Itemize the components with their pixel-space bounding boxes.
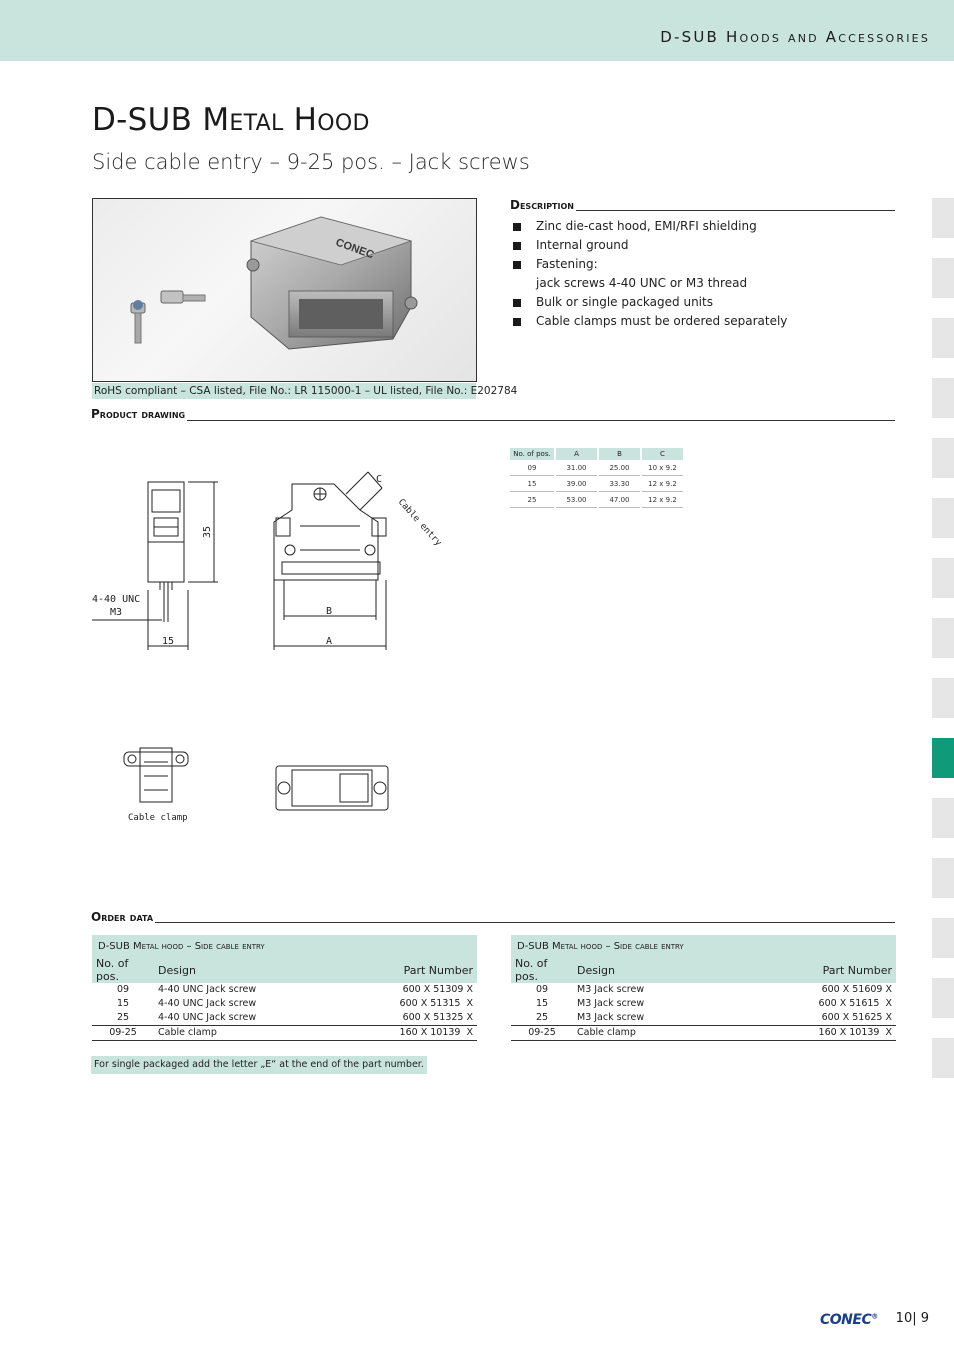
thread-label-1: 4-40 UNC: [92, 594, 141, 605]
side-tab[interactable]: [932, 378, 954, 418]
order-table-header: No. of pos. Design Part Number: [92, 957, 477, 983]
product-photo: [92, 198, 477, 382]
side-view-drawing: [92, 482, 218, 650]
dim-b-label: B: [326, 606, 333, 617]
order-table-row: 09-25 Cable clamp 160 X 10139 X: [92, 1026, 477, 1041]
thread-label-2: M3: [110, 607, 123, 618]
page-subtitle: Side cable entry – 9-25 pos. – Jack screws: [92, 150, 530, 174]
dimension-table-row: 15 39.00 33.30 12 x 9.2: [510, 476, 684, 492]
bullet-icon: [513, 261, 521, 269]
side-tab[interactable]: [932, 978, 954, 1018]
order-table-row: 15 M3 Jack screw 600 X 51615 X: [535, 998, 892, 1009]
description-item: Fastening:: [512, 255, 892, 274]
dimension-table-header: No. of pos. A B C: [510, 448, 684, 460]
side-tab[interactable]: [932, 918, 954, 958]
side-tab[interactable]: [932, 318, 954, 358]
order-table-row: 09 M3 Jack screw 600 X 51609 X: [535, 984, 892, 995]
order-data-rule: [92, 922, 895, 923]
dimension-table-row: 25 53.00 47.00 12 x 9.2: [510, 492, 684, 508]
description-item: Zinc die-cast hood, EMI/RFI shielding: [512, 217, 892, 236]
cable-clamp-label: Cable clamp: [128, 813, 188, 823]
side-tab[interactable]: [932, 618, 954, 658]
side-tab[interactable]: [932, 858, 954, 898]
description-item: Bulk or single packaged units: [512, 293, 892, 312]
cable-clamp-drawing: [124, 748, 188, 802]
side-tab[interactable]: [932, 1038, 954, 1078]
header-title: D-SUB Hoods and Accessories: [660, 28, 930, 46]
photo-brand-mark: CONEC: [333, 236, 376, 262]
order-table-row: 15 4-40 UNC Jack screw 600 X 51315 X: [116, 998, 473, 1009]
side-tab[interactable]: [932, 498, 954, 538]
product-drawing-rule: [92, 420, 895, 421]
order-table-row: 09 4-40 UNC Jack screw 600 X 51309 X: [116, 984, 473, 995]
rohs-note: RoHS compliant – CSA listed, File No.: LR 115000-1 – UL listed, File No.: E202784: [94, 385, 518, 397]
side-tab-active[interactable]: [932, 738, 954, 778]
bullet-icon: [513, 318, 521, 326]
cable-entry-label: Cable entry: [395, 497, 444, 549]
order-table-caption: D-SUB Metal hood – Side cable entry: [92, 935, 477, 957]
technical-drawing: [88, 460, 448, 830]
product-drawing-heading: Product drawing: [91, 407, 186, 421]
side-tab[interactable]: [932, 558, 954, 598]
front-view-drawing: [274, 472, 386, 650]
order-table-4-40: [92, 935, 477, 1041]
description-heading: Description: [510, 198, 574, 212]
order-table-row: 25 4-40 UNC Jack screw 600 X 51325 X: [92, 1011, 477, 1026]
jack-screw-2: [161, 291, 205, 303]
bullet-icon: [513, 242, 521, 250]
page-title: D-SUB Metal Hood: [92, 102, 370, 138]
side-tab[interactable]: [932, 678, 954, 718]
single-packaged-note: For single packaged add the letter „E“ at the end of the part number.: [91, 1056, 427, 1074]
order-table-row: 25 M3 Jack screw 600 X 51625 X: [511, 1011, 896, 1026]
dimension-table: [510, 448, 685, 508]
dimension-table-row: 09 31.00 25.00 10 x 9.2: [510, 460, 684, 476]
dim-35-label: 35: [202, 525, 213, 538]
bullet-icon: [513, 223, 521, 231]
description-list: [512, 217, 892, 331]
description-item: Internal ground: [512, 236, 892, 255]
dim-a-label: A: [326, 636, 333, 647]
jack-screw-1: [131, 300, 145, 343]
order-table-m3: [511, 935, 896, 1041]
order-table-header: No. of pos. Design Part Number: [511, 957, 896, 983]
order-table-row: 09-25 Cable clamp 160 X 10139 X: [511, 1026, 896, 1041]
side-tab[interactable]: [932, 438, 954, 478]
side-tab[interactable]: [932, 198, 954, 238]
order-table-caption: D-SUB Metal hood – Side cable entry: [511, 935, 896, 957]
description-item-continuation: jack screws 4-40 UNC or M3 thread: [536, 276, 748, 290]
footer-logo: CONEC®: [820, 1312, 878, 1328]
dim-15-label: 15: [162, 636, 175, 647]
description-item: Cable clamps must be ordered separately: [512, 312, 892, 331]
hood-photo-illustration: [93, 199, 476, 381]
page-number: 10| 9: [895, 1311, 929, 1326]
side-tab[interactable]: [932, 258, 954, 298]
top-view-drawing: [276, 766, 388, 810]
side-tab[interactable]: [932, 798, 954, 838]
dim-c-label: C: [376, 474, 383, 485]
bullet-icon: [513, 299, 521, 307]
order-data-heading: Order data: [91, 910, 154, 924]
